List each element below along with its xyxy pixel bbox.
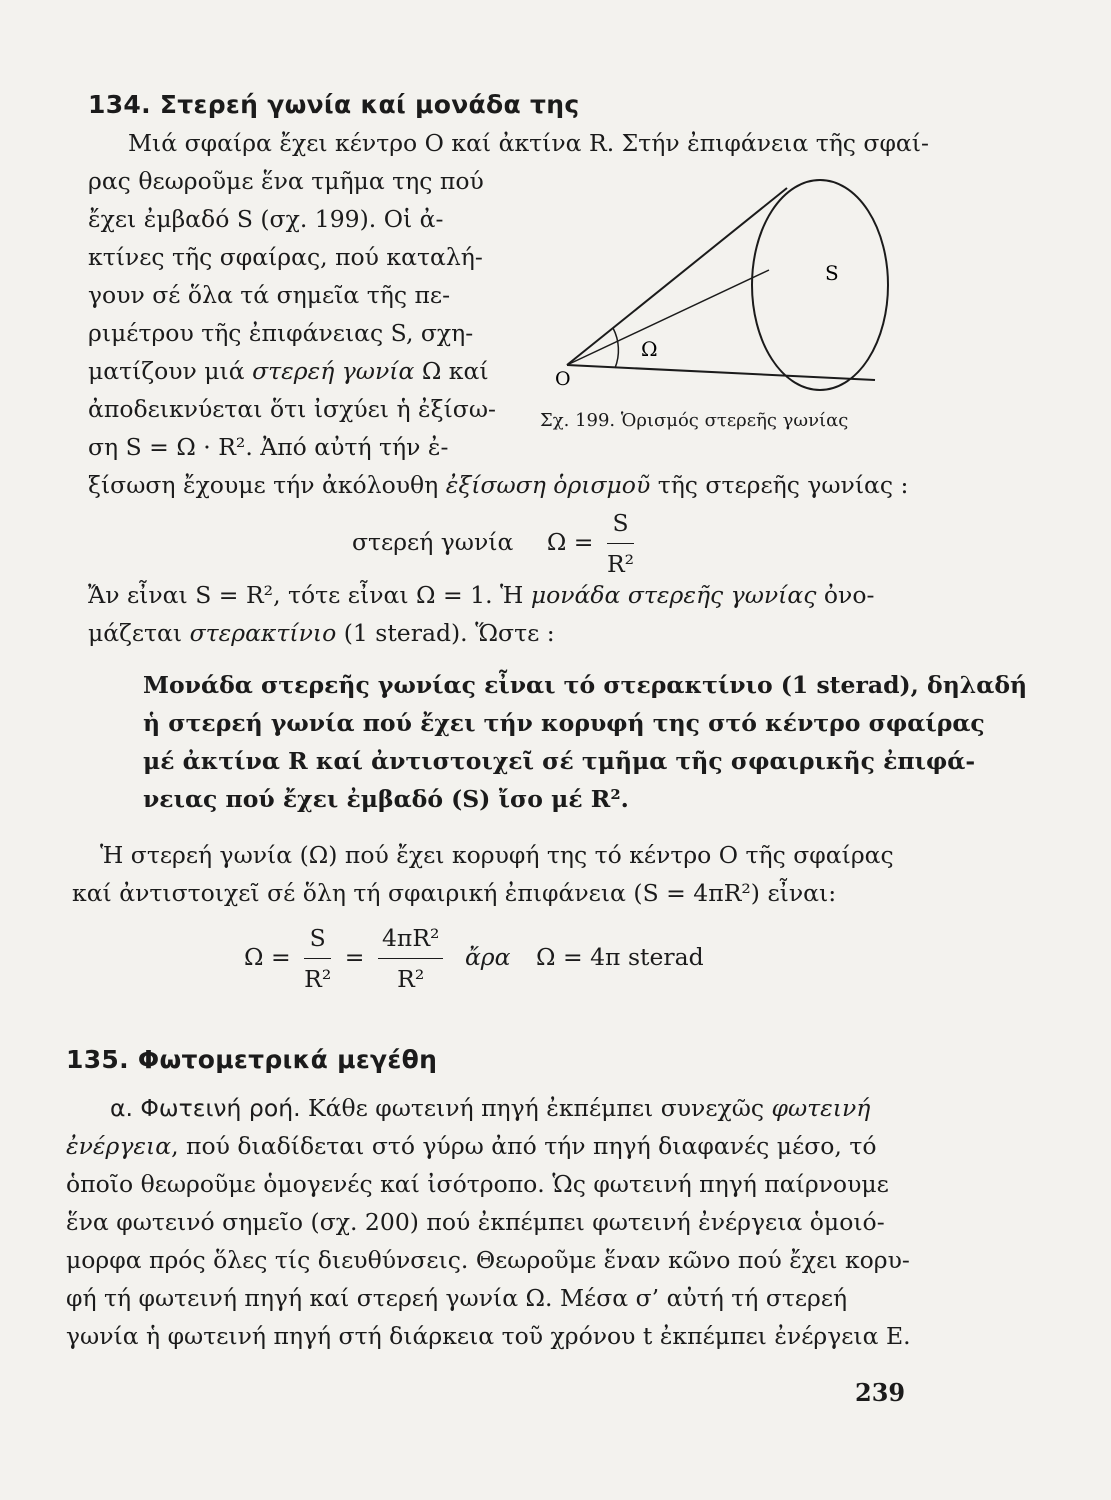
text-line: γωνία ἡ φωτεινή πηγή στή διάρκεια τοῦ χρόνου t ἐκπέμπει ἐνέργεια Ε.: [66, 1322, 911, 1350]
label-omega: Ω: [641, 337, 658, 361]
fraction: $\frac{S}{\text{R²}}$: [304, 920, 331, 997]
cone-edge-lower: [567, 365, 875, 380]
text-line: μορφα πρός ὅλες τίς διευθύνσεις. Θεωροῦμε ἕναν κῶνο πού ἔχει κορυ-: [66, 1246, 910, 1274]
text-line: α. Φωτεινή ροή. Κάθε φωτεινή πηγή ἐκπέμπει συνεχῶς φωτεινή: [110, 1094, 871, 1122]
figure-caption: Σχ. 199. Ὁρισμός στερεῆς γωνίας: [540, 410, 849, 431]
label-S: S: [825, 261, 839, 285]
text-line: ἀποδεικνύεται ὅτι ἰσχύει ἡ ἐξίσω-: [88, 395, 496, 423]
bold-definition-line: Μονάδα στερεῆς γωνίας εἶναι τό στερακτίνιο (1 sterad), δηλαδή: [143, 671, 1028, 699]
text-line: Ἄν εἶναι S = R², τότε εἶναι Ω = 1. Ἡ μονάδα στερεῆς γωνίας ὀνο-: [88, 581, 875, 609]
text-line: καί ἀντιστοιχεῖ σέ ὅλη τή σφαιρική ἐπιφάνεια (S = 4πR²) εἶναι:: [72, 879, 837, 907]
text-line: ὁποῖο θεωροῦμε ὁμογενές καί ἰσότροπο. Ὡς φωτεινή πηγή παίρνουμε: [66, 1170, 889, 1198]
text-line: ξίσωση ἔχουμε τήν ἀκόλουθη ἐξίσωση ὁρισμοῦ τῆς στερεῆς γωνίας :: [88, 471, 909, 499]
bold-definition-line: νειας πού ἔχει ἐμβαδό (S) ἴσο μέ R².: [143, 785, 629, 813]
text-line: ματίζουν μιά στερεή γωνία Ω καί: [88, 357, 489, 385]
bold-definition-line: ἡ στερεή γωνία πού ἔχει τήν κορυφή της στό κέντρο σφαίρας: [143, 709, 985, 737]
label-O: O: [555, 368, 571, 390]
text-line: ἔχει ἐμβαδό S (σχ. 199). Οἱ ἀ-: [88, 205, 444, 233]
angle-arc: [613, 328, 618, 368]
text-line: ρας θεωροῦμε ἕνα τμῆμα της πού: [88, 167, 484, 195]
fraction: $\frac{\text{4πR²}}{\text{R²}}$: [378, 920, 444, 997]
solid-angle-figure: [555, 170, 915, 400]
text-line: γουν σέ ὅλα τά σημεῖα τῆς πε-: [88, 281, 451, 309]
text-line: ριμέτρου τῆς ἐπιφάνειας S, σχη-: [88, 319, 474, 347]
page-number: 239: [855, 1378, 906, 1407]
text-line: ση S = Ω · R². Ἀπό αὐτή τήν ἐ-: [88, 433, 449, 461]
text-line: Μιά σφαίρα ἔχει κέντρο Ο καί ἀκτίνα R. Στήν ἐπιφάνεια τῆς σφαί-: [128, 129, 929, 157]
definition-formula: στερεή γωνία Ω = $\frac{S}{\text{R²}}$: [352, 505, 640, 582]
text-line: κτίνες τῆς σφαίρας, πού καταλή-: [88, 243, 483, 271]
full-sphere-equation: Ω = $\frac{S}{\text{R²}}$ = $\frac{\text{4πR²}}{\text{R²}}$ ἄρα Ω = 4π sterad: [244, 920, 704, 997]
section-134-title: 134. Στερεή γωνία καί μονάδα της: [88, 90, 580, 119]
sphere-cap-ellipse: [752, 180, 888, 390]
text-line: ἕνα φωτεινό σημεῖο (σχ. 200) πού ἐκπέμπει φωτεινή ἐνέργεια ὁμοιό-: [66, 1208, 885, 1236]
text-line: Ἡ στερεή γωνία (Ω) πού ἔχει κορυφή της τό κέντρο Ο τῆς σφαίρας: [100, 841, 894, 869]
text-line: φή τή φωτεινή πηγή καί στερεή γωνία Ω. Μέσα σ’ αὐτή τή στερεή: [66, 1284, 848, 1312]
section-135-title: 135. Φωτομετρικά μεγέθη: [66, 1045, 438, 1074]
fraction: $\frac{S}{\text{R²}}$: [607, 505, 634, 582]
text-line: ἐνέργεια, πού διαδίδεται στό γύρω ἀπό τήν πηγή διαφανές μέσο, τό: [66, 1132, 877, 1160]
bold-definition-line: μέ ἀκτίνα R καί ἀντιστοιχεῖ σέ τμῆμα τῆς σφαιρικῆς ἐπιφά-: [143, 747, 976, 775]
text-line: μάζεται στερακτίνιο (1 sterad). Ὥστε :: [88, 619, 555, 647]
